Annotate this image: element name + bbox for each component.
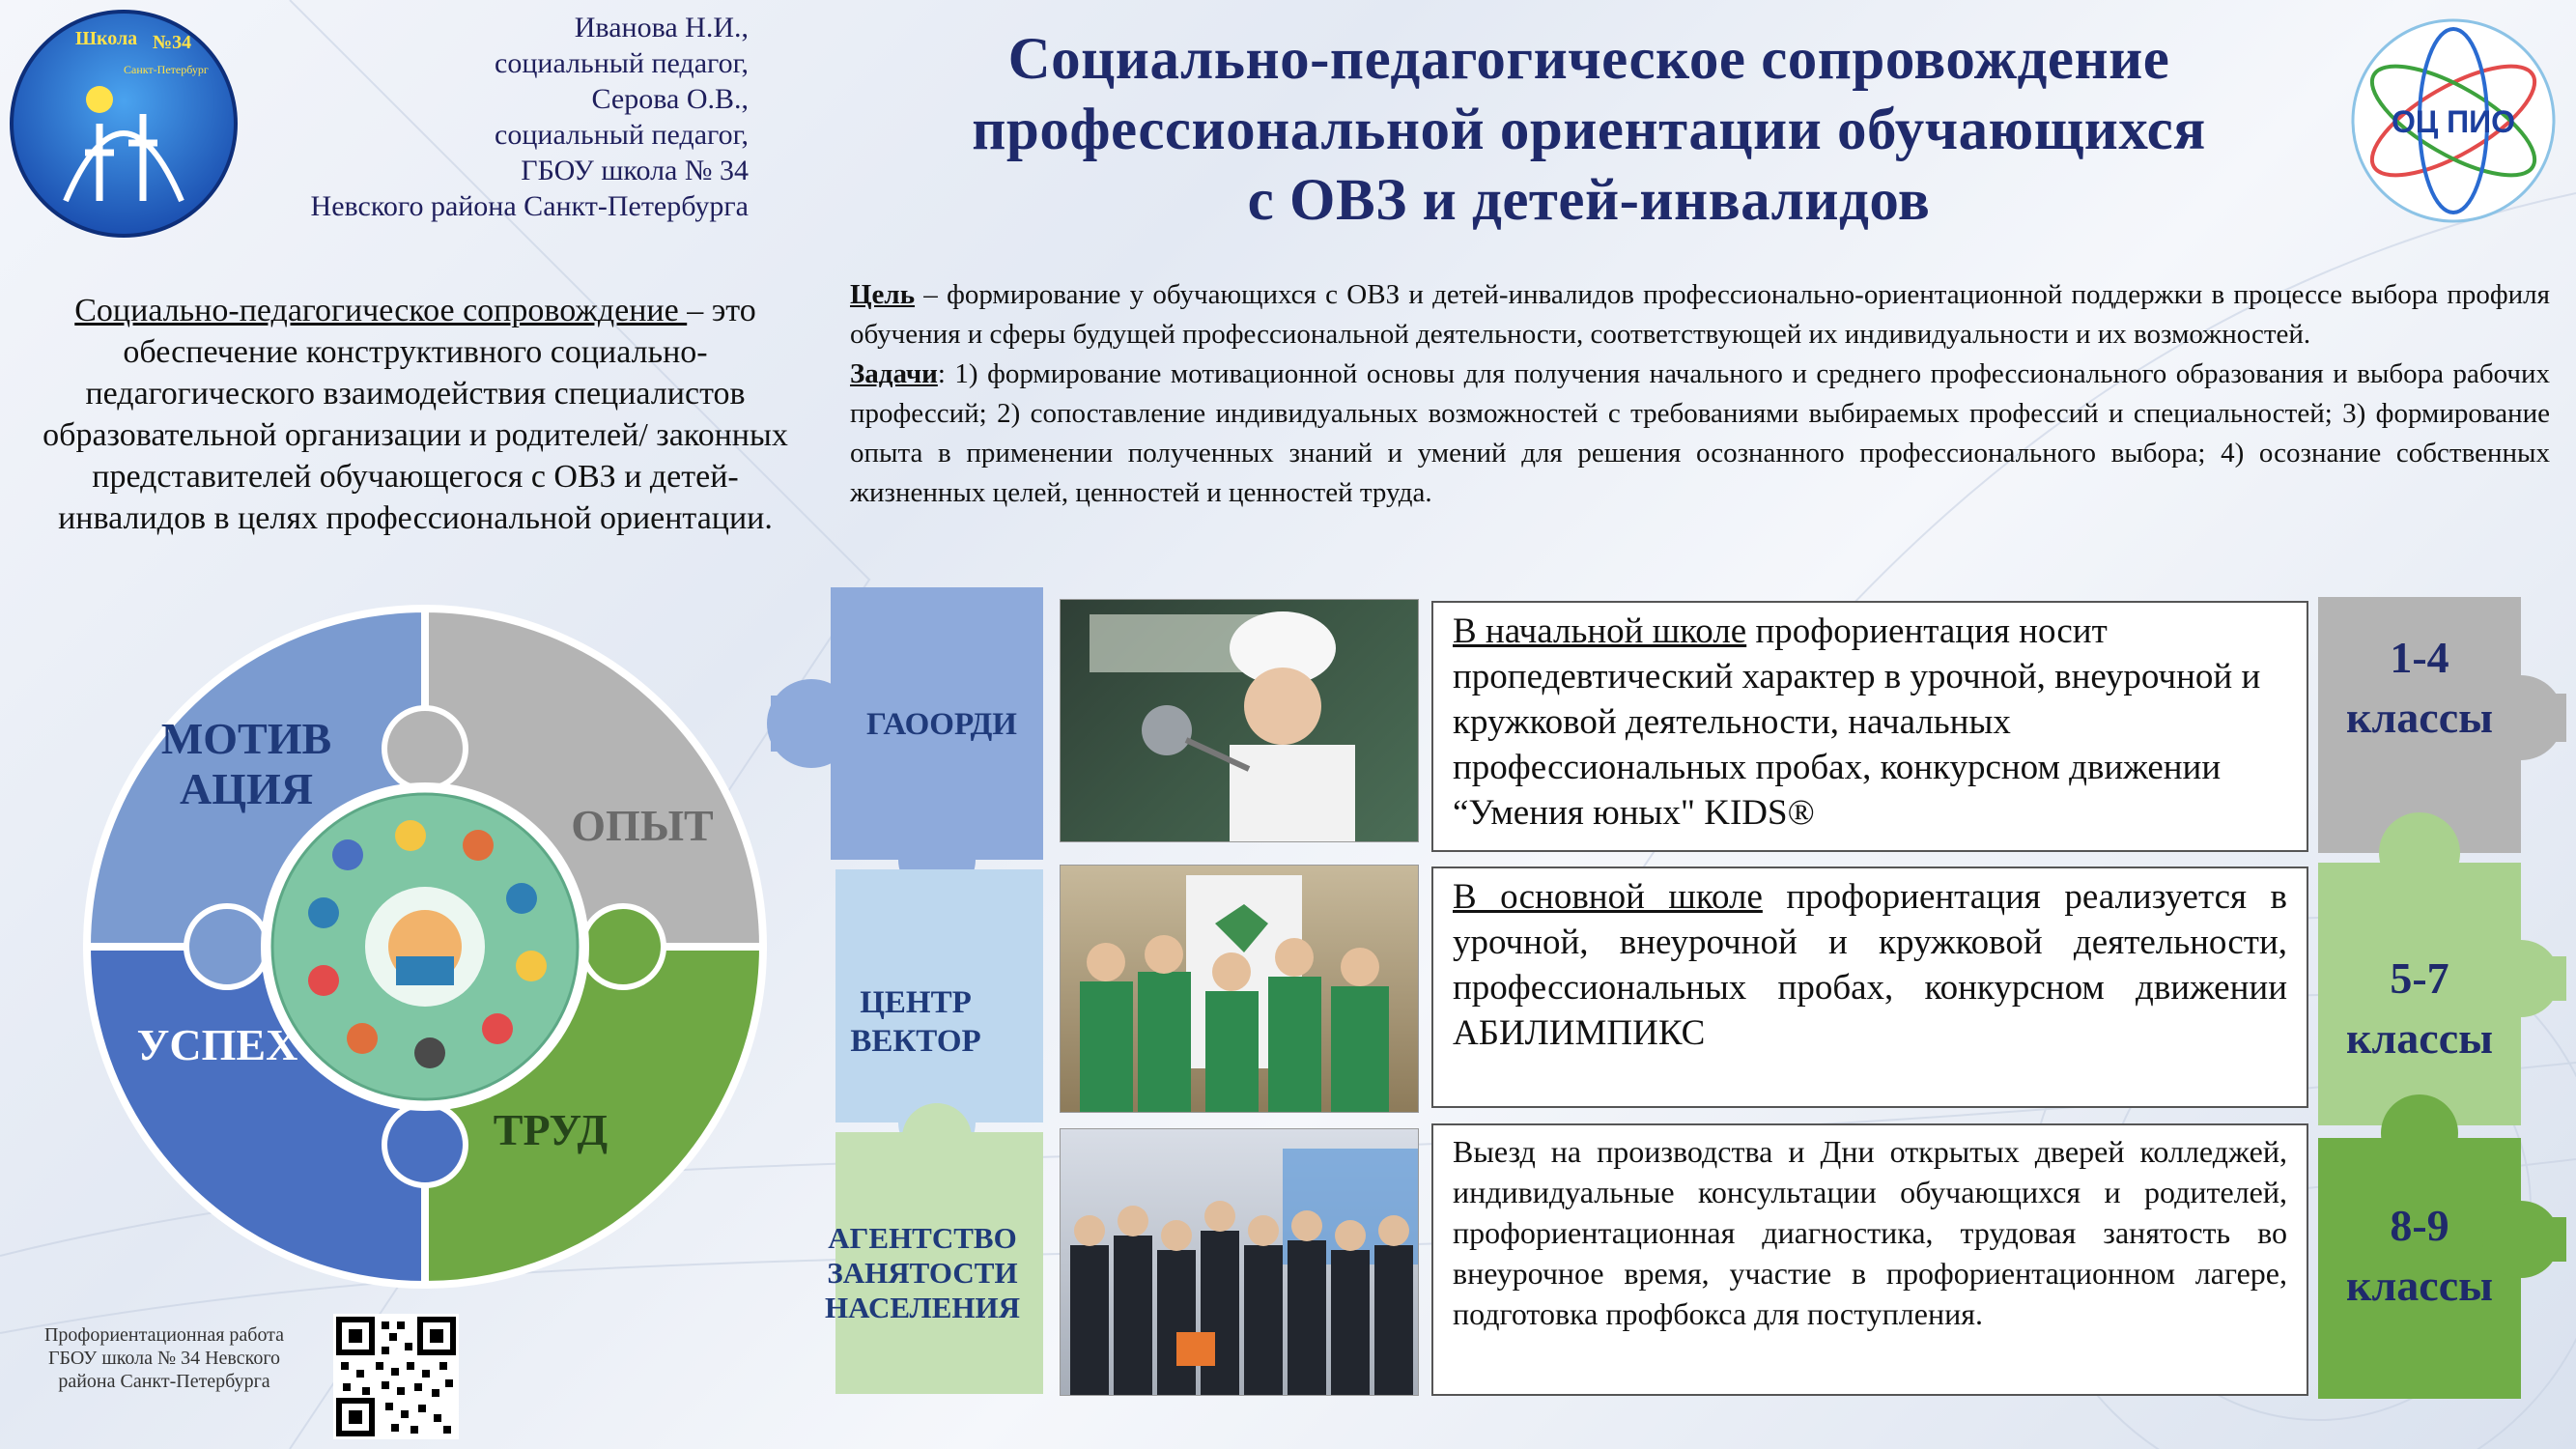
partner-vector-line2: ВЕКТОР	[850, 1024, 981, 1059]
grade-word: классы	[2345, 1261, 2494, 1310]
row-primary-body: профориентация носит пропедевтический характер в урочной, внеурочной и кружковой деятельности, начальных профессиональных пробах, конкурсном движении “Умения юных" KIDS®	[1453, 611, 2261, 833]
grade-word: классы	[2345, 693, 2494, 742]
qr-caption: Профориентационная работа ГБОУ школа № 34 Невского района Санкт-Петербурга	[43, 1324, 285, 1392]
title-line: профессиональной ориентации обучающихся	[972, 98, 2206, 162]
author-line: Иванова Н.И.,	[574, 12, 749, 43]
authors-block	[174, 10, 749, 224]
grade-number: 8-9	[2390, 1201, 2449, 1250]
row-primary-text	[1431, 601, 2308, 852]
partner-gaoordi: ГАООРДИ	[866, 707, 1017, 742]
wheel-label-labor: ТРУД	[493, 1105, 609, 1154]
school-logo-city: Санкт-Петербург	[124, 63, 209, 76]
goal-text: – формирование у обучающихся с ОВЗ и детей-инвалидов профессионально-ориентационной поддержки в процессе выбора профиля обучения и сферы будущей профессиональной деятельности, соответствующей их индивидуальности и их возможностей.	[850, 279, 2550, 350]
row-senior-body: Выезд на производства и Дни открытых дверей колледжей, индивидуальные консультации обучающихся и родителей, профориентационная диагностика, трудовая занятость во внеурочное время, участие в профориентационном лагере, подготовка профбокса для поступления.	[1453, 1134, 2287, 1331]
partners-column	[763, 587, 1053, 1394]
photo-basic-school	[1060, 865, 1419, 1113]
row-primary-underlined: В начальной школе	[1453, 611, 1747, 651]
tasks-text: : 1) формирование мотивационной основы для получения начального и среднего профессионального образования и выбора рабочих профессий; 2) сопоставление индивидуальных возможностей с требованиями выбираемых профессий и специальностей; 3) формирование опыта в применении полученных знаний и умений для решения осознанного профессионального выбора; 4) осознание собственных жизненных целей, ценностей и ценностей труда.	[850, 358, 2550, 508]
row-basic-underlined: В основной школе	[1453, 877, 1763, 917]
tasks-label: Задачи	[850, 358, 938, 389]
row-basic-body: профориентация реализуется в урочной, внеурочной и кружковой деятельности, профессиональных пробах, конкурсном движении АБИЛИМПИКС	[1453, 877, 2288, 1053]
title-line: Социально-педагогическое сопровождение	[1007, 27, 2170, 92]
grade-label-8-9	[2318, 1196, 2521, 1316]
qr-code-icon[interactable]	[333, 1314, 459, 1439]
partner-agency-line1: АГЕНТСТВО	[828, 1221, 1017, 1255]
author-line: Серова О.В.,	[591, 83, 749, 115]
wheel-label-experience: ОПЫТ	[571, 801, 714, 850]
definition-term: Социально-педагогическое сопровождение	[74, 293, 688, 328]
pio-logo-text: ОЦ ПИО	[2391, 104, 2516, 139]
puzzle-wheel	[58, 580, 792, 1314]
author-line: социальный педагог,	[495, 47, 749, 79]
school-logo-text: Школа	[75, 28, 138, 49]
partner-vector-line1: ЦЕНТР	[860, 985, 972, 1020]
goal-label: Цель	[850, 279, 916, 310]
pio-logo	[2347, 14, 2560, 227]
author-line: социальный педагог,	[495, 119, 749, 151]
grade-label-5-7	[2318, 949, 2521, 1068]
definition-body: это обеспечение конструктивного социально-педагогического взаимодействия специалистов образовательной организации и родителей/ законных представителей обучающегося с ОВЗ и детей-инвалидов в целях профессиональной ориентации.	[42, 293, 788, 536]
wheel-label-success: УСПЕХ	[136, 1020, 298, 1069]
grade-number: 1-4	[2390, 633, 2449, 682]
grade-number: 5-7	[2390, 953, 2449, 1003]
grade-label-1-4	[2318, 628, 2521, 748]
author-line: ГБОУ школа № 34	[521, 155, 749, 186]
photo-primary-school	[1060, 599, 1419, 842]
definition-dash: –	[687, 293, 704, 328]
row-basic-text	[1431, 867, 2308, 1108]
wheel-label-atsiya: АЦИЯ	[180, 764, 313, 813]
row-senior-text	[1431, 1123, 2308, 1396]
title-line: с ОВЗ и детей-инвалидов	[1247, 168, 1931, 233]
partner-agency-line3: НАСЕЛЕНИЯ	[825, 1291, 1020, 1324]
definition-block	[19, 290, 811, 539]
wheel-label-motiv: МОТИВ	[160, 714, 332, 763]
photo-excursion	[1060, 1128, 1419, 1396]
page-title	[821, 24, 2357, 236]
school-logo-number: №34	[153, 32, 192, 53]
grade-word: классы	[2345, 1013, 2494, 1063]
partner-agency-line2: ЗАНЯТОСТИ	[827, 1256, 1018, 1290]
author-line: Невского района Санкт-Петербурга	[310, 190, 749, 222]
goal-block	[850, 275, 2550, 513]
